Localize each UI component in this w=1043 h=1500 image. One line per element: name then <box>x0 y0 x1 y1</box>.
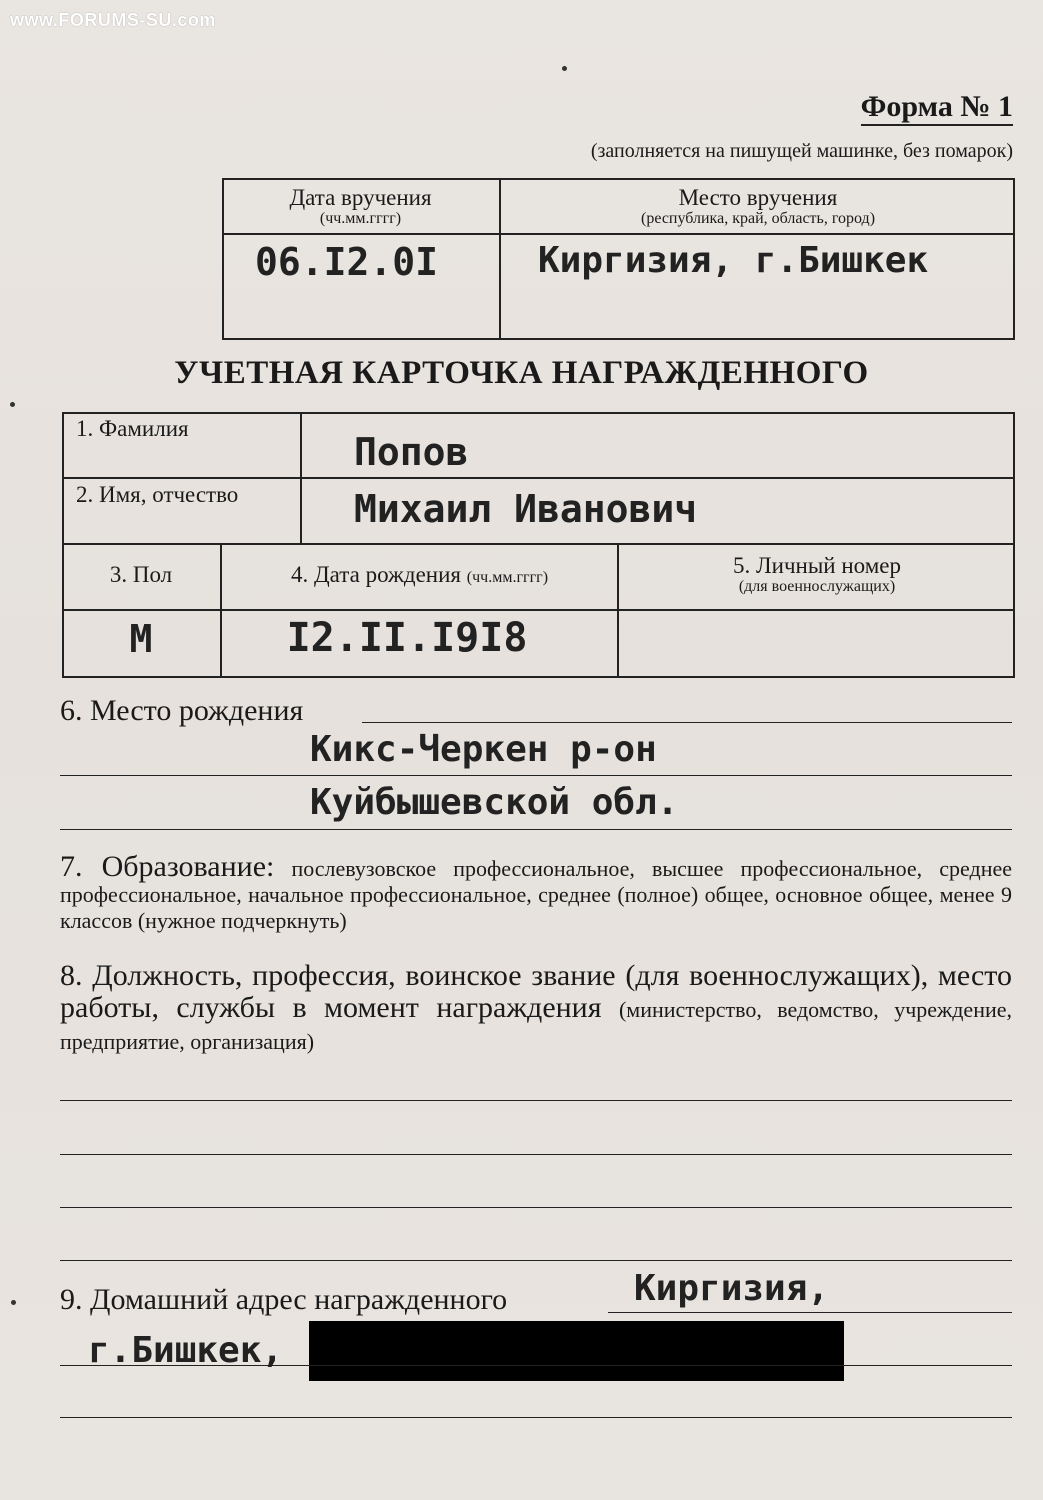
issue-date-header <box>222 186 499 228</box>
address-value-line2: г.Бишкек, <box>88 1330 284 1371</box>
name-value: Михаил Иванович <box>354 487 698 531</box>
issue-date-label: Дата вручения <box>289 185 432 210</box>
sex-label: 3. Пол <box>109 562 173 587</box>
issue-date-format: (чч.мм.гггг) <box>319 210 402 227</box>
personal-number-header <box>619 554 1015 596</box>
speck <box>10 402 15 407</box>
row-divider-3 <box>62 609 1015 611</box>
position-line-1 <box>60 1100 1012 1101</box>
birthplace-line-0 <box>362 722 1012 723</box>
form-number: Форма № 1 <box>861 90 1013 126</box>
position-line-2 <box>60 1154 1012 1155</box>
speck <box>11 1300 16 1305</box>
issue-date-value: 06.I2.0I <box>254 240 439 284</box>
position-label: 8. Должность, профессия, воинское звание (для военнослужащих), место работы, службы в момент награждения <box>60 959 1012 1024</box>
issue-place-format: (республика, край, область, город) <box>640 210 876 227</box>
surname-label: 1. Фамилия <box>76 416 189 441</box>
address-label: 9. Домашний адрес награжденного <box>60 1283 508 1316</box>
position-paragraph <box>60 960 1012 1056</box>
row-divider-2 <box>62 543 1015 545</box>
surname-value: Попов <box>354 430 469 474</box>
position-line-4 <box>60 1260 1012 1261</box>
col-divider-name <box>300 412 302 543</box>
birthplace-label: 6. Место рождения <box>60 694 304 727</box>
birthdate-value: I2.II.I9I8 <box>286 615 528 661</box>
personal-number-note: (для военнослужащих) <box>738 578 896 595</box>
address-line-0 <box>608 1312 1012 1313</box>
birthdate-format: (чч.мм.гггг) <box>466 569 549 586</box>
speck <box>562 66 567 71</box>
birthplace-line-2 <box>60 829 1012 830</box>
card-title: УЧЕТНАЯ КАРТОЧКА НАГРАЖДЕННОГО <box>174 355 869 391</box>
issue-table-divider <box>222 233 1015 235</box>
position-note: (министерство, ведомство, учреждение, предприятие, организация) <box>60 997 1013 1054</box>
birthplace-line-1 <box>60 775 1012 776</box>
birthplace-line1: Кикс-Черкен р-он <box>310 729 657 770</box>
birthplace-line2: Куйбышевской обл. <box>310 782 679 823</box>
watermark: www.FORUMS-SU.com <box>10 10 216 30</box>
issue-place-header <box>501 186 1015 228</box>
birthdate-label: 4. Дата рождения <box>290 562 462 587</box>
address-line-2 <box>60 1417 1012 1418</box>
education-paragraph <box>60 850 1012 934</box>
education-options: послевузовское профессиональное, высшее профессиональное, среднее профессиональное, начальное профессиональное, среднее (полное) общее, основное общее, менее 9 классов (нужное подчеркнуть) <box>60 856 1012 933</box>
name-label: 2. Имя, отчество <box>76 482 239 507</box>
row-divider-1 <box>62 477 1015 479</box>
education-label: 7. Образование: <box>60 850 275 883</box>
address-value-line1: Киргизия, <box>634 1268 830 1309</box>
redaction-box <box>309 1321 844 1381</box>
issue-place-label: Место вручения <box>678 185 838 210</box>
address-line-1 <box>60 1365 1012 1366</box>
sex-value: М <box>129 617 153 661</box>
fill-instruction: (заполняется на пишущей машинке, без помарок) <box>590 140 1013 162</box>
issue-place-value: Киргизия, г.Бишкек <box>538 240 929 281</box>
personal-number-label: 5. Личный номер <box>733 553 901 578</box>
position-line-3 <box>60 1207 1012 1208</box>
birthdate-label-cell <box>222 562 617 588</box>
